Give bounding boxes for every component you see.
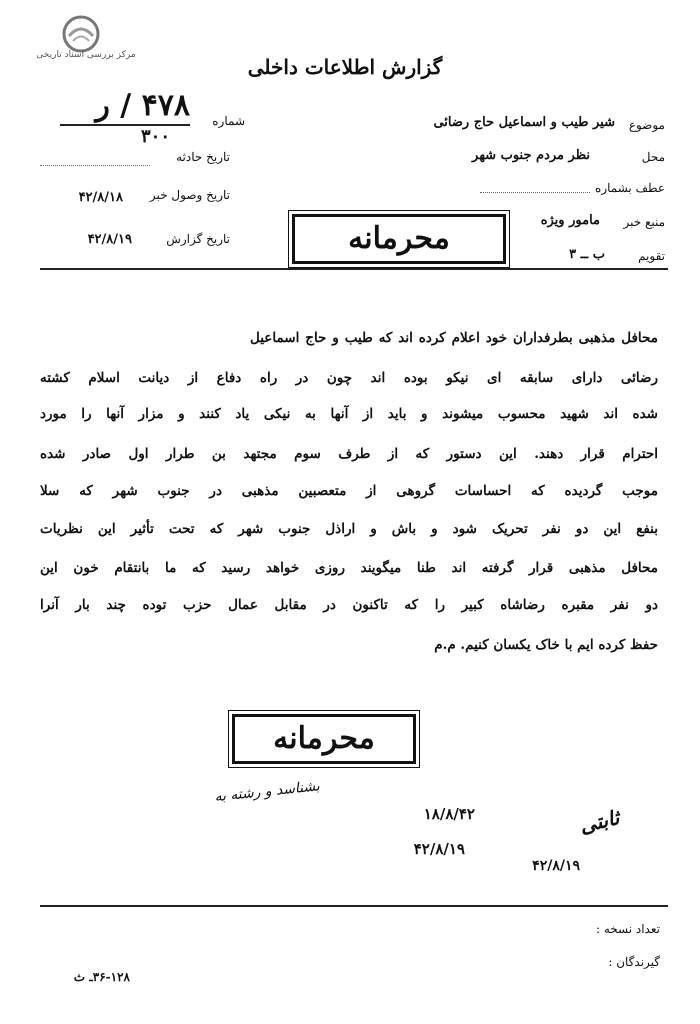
attach-label: عطف بشماره [595, 181, 665, 195]
number-sub: ۳۰۰ [140, 126, 170, 147]
archive-logo [8, 10, 158, 70]
body-line: محافل مذهبی بطرفداران خود اعلام کرده اند که طیب و حاج اسماعیل [250, 330, 658, 346]
event-date-blank [40, 165, 150, 166]
recipients-label: گیرندگان : [608, 955, 660, 969]
report-date-label: تاریخ گزارش [166, 232, 230, 246]
body-line: شده اند شهید محسوب میشوند و باید از آنها به نیکی یاد کنند و مزار آنها را مورد [40, 406, 658, 422]
number-value: ۴۷۸ / ر [95, 88, 190, 123]
rating-value: ب ــ ۳ [569, 247, 605, 262]
report-title: گزارش اطلاعات داخلی [247, 55, 443, 79]
number-label: شماره [212, 114, 245, 128]
place-label: محل [641, 150, 665, 164]
body-line: بنفع این دو نفر تحریک شود و باش و اراذل جنوب شهر که تحت تأثیر این نظریات [40, 521, 658, 537]
attach-blank [480, 192, 590, 193]
report-date-value: ۴۲/۸/۱۹ [87, 232, 132, 247]
event-date-label: تاریخ حادثه [176, 150, 230, 164]
rating-label: تقویم [638, 249, 665, 263]
handwritten-date-b: ۴۲/۸/۱۹ [413, 840, 465, 858]
copies-label: تعداد نسخه : [595, 922, 660, 936]
subject-label: موضوع [628, 118, 665, 132]
handwritten-note: بشناسد و رشته به [213, 778, 321, 806]
body-line: موجب گردیده که احساسات گروهی از متعصبین مذهبی در جنوب شهر که سلا [40, 483, 658, 499]
source-value: مامور ویژه [540, 213, 600, 228]
body-line: حفظ کرده ایم با خاک یکسان کنیم. م.م [434, 637, 658, 653]
place-value: نظر مردم جنوب شهر [472, 148, 590, 163]
body-line: محافل مذهبی قرار گرفته اند طنا میگویند روزی خواهد رسید که ما بانتقام خون این [40, 560, 658, 576]
received-label: تاریخ وصول خبر [149, 188, 230, 202]
body-line: دو نفر مقبره رضاشاه کبیر را که تاکنون در مقابل عمال حزب توده چند بار آنرا [40, 597, 658, 613]
subject-value: شیر طیب و اسماعیل حاج رضائی [433, 115, 615, 130]
logo-text: مرکز بررسی اسناد تاریخی [36, 50, 136, 60]
received-value: ۴۲/۸/۱۸ [78, 190, 123, 205]
confidential-stamp-top: محرمانه [292, 214, 506, 264]
handwritten-date-a: ۱۸/۸/۴۲ [423, 805, 475, 823]
source-label: منبع خبر [623, 215, 665, 229]
confidential-stamp-bottom: محرمانه [232, 714, 416, 764]
body-line: احترام قرار دهند. این دستور که از طرف سوم مجتهد بن طرار اول صادر شده [40, 446, 658, 462]
handwritten-date-c: ۴۲/۸/۱۹ [532, 858, 580, 874]
form-number: ۳۶-۱۲۸ـ ث [73, 970, 130, 984]
body-line: رضائی دارای سابقه ای نیکو بوده اند چون در راه دفاع از دیانت اسلام کشته [40, 370, 658, 386]
footer-divider [40, 905, 668, 907]
archive-logo-icon [61, 14, 101, 54]
header-divider [40, 268, 668, 270]
signature: ثابتی [577, 805, 622, 839]
